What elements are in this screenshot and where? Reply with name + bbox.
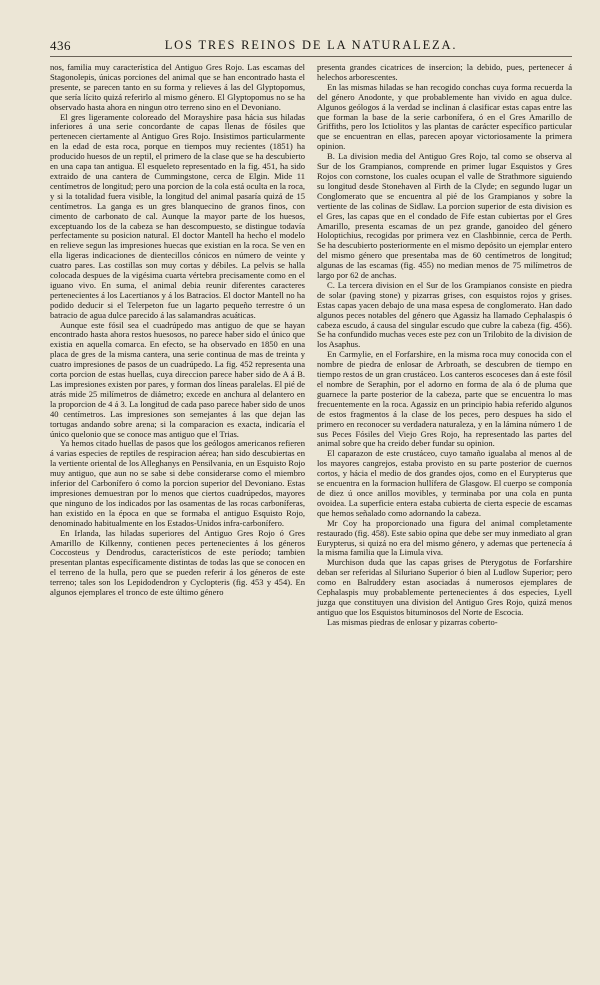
- paragraph: Aunque este fósil sea el cuadrúpedo mas antiguo de que se hayan encontrado hasta ahora restos huesosos, no parece haber sido el único que existia en aquella comarca. En efecto, se ha observado en 1850 en una placa de gres de la misma cantera, una serie continua de mas de treinta y cuatro impresiones de pasos de un cuadrúpedo. La fig. 452 representa una corta porcion de estas huellas, cuya direccion parece haber sido de A á B. Las impresiones existen por pares, y forman dos líneas paralelas. El pié de atrás mide 25 milímetros de diámetro; excede en anchura al delantero en la proporcion de 4 á 3. La longitud de cada paso parece haber sido de unos 40 centímetros. Las impresiones son semejantes á las que dejan las tortugas andando sobre arena; si la comparacion es exacta, indicaría el único quelonio que se conoce mas antiguo que el Trias.: [50, 319, 305, 439]
- page-header: [50, 36, 572, 57]
- text-columns: [50, 63, 572, 628]
- paragraph: En Carmylie, en el Forfarshire, en la misma roca muy conocida con el nombre de piedra de enlosar de Arbroath, se descubren de tiempo en tiempo restos de un gran crustáceo. Los canteros escoceses dan á este fósil el nombre de Seraphin, por el adorno en forma de ala ó de pluma que guarnece la parte posterior de la cabeza, parte que se encuentra lo mas frecuentemente en la roca. Agassiz en un principio habia referido algunos de estos fragmentos á la clase de los peces, pero despues ha sido el primero en reconocer su verdadera naturaleza, y en la lámina número 1 de sus Peces Fósiles del Viejo Gres Rojo, ha representado las partes del animal sobre que ha creido deber fundar su opinion.: [317, 349, 572, 449]
- paragraph: En las mismas hiladas se han recogido conchas cuya forma recuerda la del género Anodonte, y que probablemente han vivido en agua dulce. Algunos geólogos á la verdad se inclinan á clasificar estas capas entre las que forman la base de la serie carbonífera, ó en el Gres Amarillo de Griffiths, pero los Ictiolitos y las plantas de carácter específico particular que se encuentran en ellas, parecen apoyar victoriosamente la primera opinion.: [317, 81, 572, 152]
- paragraph: Mr Coy ha proporcionado una figura del animal completamente restaurado (fig. 458). Este sabio opina que debe ser muy inmediato al gran Eurypterus, si quizá no era del mismo género, y ademas que pertenecía á la misma familia que la Limula viva.: [317, 517, 572, 558]
- paragraph: En Irlanda, las hiladas superiores del Antiguo Gres Rojo ó Gres Amarillo de Kilkenny, contienen peces pertenecientes á los géneros Coccosteus y Dendrodus, característicos de este período; tambien presentan plantas específicamente distintas de todas las que se conocen en el terreno de la hulla, pero que se pueden referir á los géneros de este terreno; tales son los Lepidodendron y Cyclopteris (fig. 453 y 454). En algunos ejemplares el tronco de este último género: [50, 527, 305, 598]
- page-number: 436: [50, 38, 71, 53]
- paragraph: Ya hemos citado huellas de pasos que los geólogos americanos refieren á varias especies de reptiles de respiracion aérea; han sido descubiertas en la vertiente oriental de los Alleghanys en Pensilvania, en un Esquisto Rojo muy antiguo, que aun no se sabe si debe considerarse como el miembro inferior del Carbonífero ó como la porcion superior del Devoniano. Estas impresiones demuestran por lo menos que ciertos cuadrúpedos, mayores que ninguno de los indicados por las osamentas de las rocas carboníferas, han existido en la época en que se formaba el antiguo Esquisto Rojo, denominado habitualmente en los Estados-Unidos infra-carbonífero.: [50, 438, 305, 528]
- paragraph: C. La tercera division en el Sur de los Grampianos consiste en piedra de solar (paving stone) y pizarras grises, con esquistos rojos y grises. Estas capas yacen debajo de una masa espesa de conglomerato. Han dado algunos peces notables del género que Agassiz ha llamado Cephalaspis ó cabeza escudo, á causa del singular escudo que cubre la cabeza (fig. 456). Se ha confundido muchas veces este pez con un Trilobito de la division de los Asaphus.: [317, 279, 572, 350]
- paragraph: El gres ligeramente coloreado del Morayshire pasa hácia sus hiladas inferiores á una serie concordante de capas llenas de fósiles que pertenecen ciertamente al Antiguo Gres Rojo. Insistimos particularmente en la edad de esta roca, porque en tiempos muy recientes (1851) ha producido huesos de un reptil, el primero de la clase que se ha descubierto en una capa tan antigua. El esqueleto representado en la fig. 451, ha sido extraido de una cantera de Cummingstone, cerca de Elgin. Mide 11 centímetros de longitud; pero una porcion de la cola está oculta en la roca, y si la totalidad fuera visible, la longitud del animal pasaría quizá de 15 centímetros. La ganga es un gres blanquecino de granos finos, con cimento de carbonato de cal. Aunque la mayor parte de los huesos, exceptuando los de la cabeza se han descompuesto, se distingue todavía perfectamente su posicion natural. El doctor Mantell ha hecho el modelo en relieve segun las impresiones huecas que existian en la roca. Se ven en ella ligeras indicaciones de dientecillos cónicos en número de veinte y cuatro pares. Las costillas son muy cortas y débiles. La pelvis se halla colocada despues de la vigésima cuarta vértebra precisamente como en el iguano vivo. En suma, el animal debia reunir diferentes caracteres pertenecientes á los Lacertianos y á los Batracios. El doctor Mantell no ha podido deducir si el Telerpeton fue un lagarto pequeño terrestre ó un batracio de agua dulce parecido á las salamandras acuáticas.: [50, 111, 305, 320]
- paragraph: Murchison duda que las capas grises de Pterygotus de Forfarshire deban ser referidas al Siluriano Superior ó bien al Ludlow Superior; pero como en Balruddery estan asociadas á numerosos ejemplares de Cephalaspis muy probablemente pertenecientes á dos especies, Lyell juzga que constituyen una division del Antiguo Gres Rojo, quizá menos antiguo que los Esquistos bituminosos del Norte de Escocia.: [317, 557, 572, 617]
- paragraph: nos, familia muy característica del Antiguo Gres Rojo. Las escamas del Stagonolepis, únicas porciones del animal que se han encontrado hasta el presente, se parecen tanto en su forma y relieves á las del Glyptopomus, que sería lícito quizá referirlo al mismo género. El Glyptopomus no se ha observado hasta ahora en ningun otro terreno sino en el Devoniano.: [50, 62, 305, 112]
- paragraph: El caparazon de este crustáceo, cuyo tamaño igualaba al menos al de los mayores cangrejos, estaba provisto en su parte posterior de cuernos cortos, y hácia el medio de dos grandes ojos, como en el Eurypterus que se encuentra en la formacion hullífera de Glasgow. El cuerpo se componía de diez ú once anillos movibles, y terminaba por una cola en punta ovoidea. La superficie entera estaba cubierta de cierta especie de escamas que hemos señalado como adornando la cabeza.: [317, 448, 572, 518]
- running-title: LOS TRES REINOS DE LA NATURALEZA.: [164, 38, 458, 52]
- paragraph: Las mismas piedras de enlosar y pizarras coberto-: [327, 616, 498, 627]
- paragraph: B. La division media del Antiguo Gres Rojo, tal como se observa al Sur de los Grampianos, comprende en primer lugar Esquistos y Gres Rojos con cornstone, los cuales ocupan el valle de Strathmore siguiendo su longitud desde Stonehaven al Firth de la Clyde; en segundo lugar un Conglomerato que se encuentra al pié de los Grampianos y sobre la vertiente de las colinas de Sidlaw. La porcion superior de esta division es el Gres, las capas que en el condado de Fife estan cubiertas por el Gres Amarillo, presenta escamas de un pez grande, ganoideo del género Holoptichius, recogidas por primera vez en Clashbinnie, cerca de Perth. Se ha descubierto posteriormente en el mismo depósito un ejemplar entero del mismo género que presentaba mas de 60 centímetros de longitud; algunas de las escamas (fig. 455) no median menos de 75 milímetros de largo por 62 de anchas.: [317, 151, 572, 281]
- left-column: [50, 63, 305, 628]
- right-column: [317, 63, 572, 628]
- paragraph: presenta grandes cicatrices de insercion; la debido, pues, pertenecer á helechos arborescentes.: [317, 62, 572, 82]
